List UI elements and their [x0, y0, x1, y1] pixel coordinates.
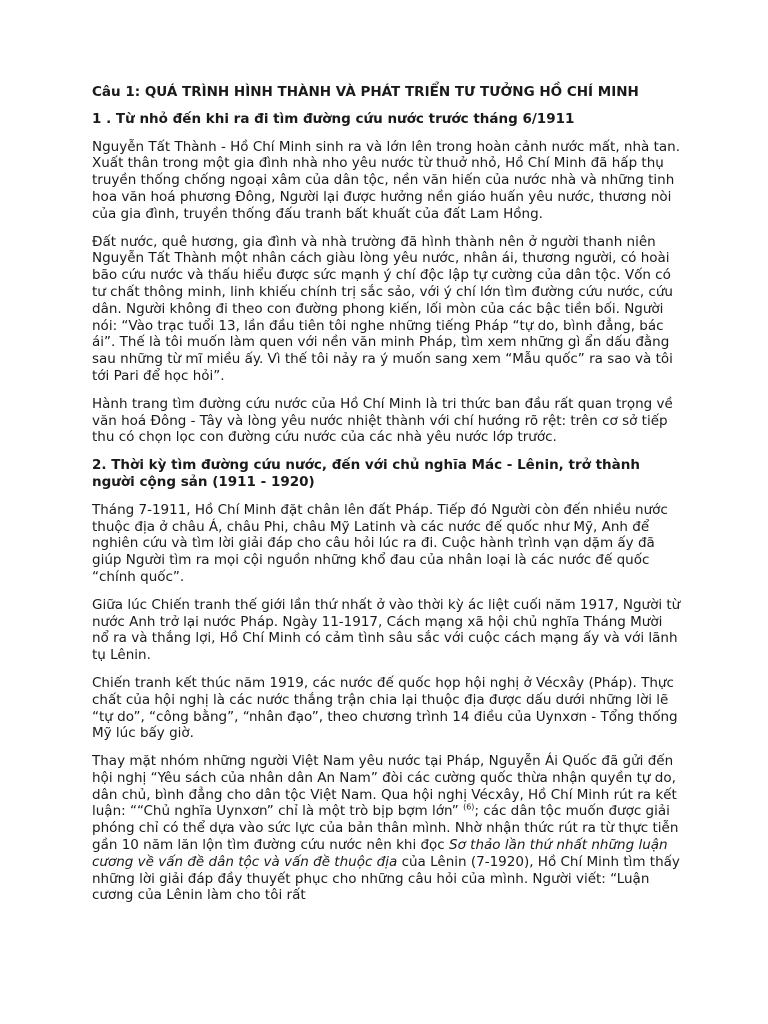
paragraph-text: Thay mặt nhóm những người Việt Nam yêu nước tại Pháp, Nguyễn Ái Quốc đã gửi đến hội nghị “Yêu sách của nhân dân An Nam” đòi các cường quốc thừa nhận quyền tự do, dân chủ, bình đẳng cho dân tộc Việt Nam. Qua hội nghị Vécxây, Hồ Chí Minh rút ra kết luận: ““Chủ nghĩa Uynxơn” chỉ là một trò bịp bợm lớn” [92, 753, 677, 820]
document-title-italic: Sơ thảo lần thứ nhất những luận cương về vấn đề dân tộc và vấn đề thuộc địa [92, 837, 668, 870]
document-title: Câu 1: QUÁ TRÌNH HÌNH THÀNH VÀ PHÁT TRIỂN TƯ TƯỞNG HỒ CHÍ MINH [92, 84, 639, 100]
section-1-paragraph-2: Đất nước, quê hương, gia đình và nhà trường đã hình thành nên ở người thanh niên Nguyễn Tất Thành một nhân cách giàu lòng yêu nước, nhân ái, thương người, có hoài bão cứu nước và thấu hiểu được sức mạnh ý chí độc lập tự cường của dân tộc. Vốn có tư chất thông minh, linh khiếu chính trị sắc sảo, với ý chí lớn tìm đường cứu nước, cứu dân. Người không đi theo con đường phong kiến, lối mòn của các bậc tiền bối. Người nói: “Vào trạc tuổi 13, lần đầu tiên tôi nghe những tiếng Pháp “tự do, bình đẳng, bác ái”. Thế là tôi muốn làm quen với nền văn minh Pháp, tìm xem những gì ẩn dấu đằng sau những từ mĩ miều ấy. Vì thế tôi nảy ra ý muốn sang xem “Mẫu quốc” ra sao và tôi tới Pari để học hỏi”. [92, 233, 673, 384]
footnote-reference: (6) [463, 802, 475, 812]
section-1-paragraph-3: Hành trang tìm đường cứu nước của Hồ Chí Minh là tri thức ban đầu rất quan trọng về văn hoá Đông - Tây và lòng yêu nước nhiệt thành với chí hướng rõ rệt: trên cơ sở tiếp thu có chọn lọc con đường cứu nước của các nhà yêu nước lớp trước. [92, 395, 673, 446]
section-2-paragraph-1: Tháng 7-1911, Hồ Chí Minh đặt chân lên đất Pháp. Tiếp đó Người còn đến nhiều nước thuộc địa ở châu Á, châu Phi, châu Mỹ Latinh và các nước đế quốc như Mỹ, Anh để nghiên cứu và tìm lời giải đáp cho câu hỏi lúc ra đi. Cuộc hành trình vạn dặm ấy đã giúp Người tìm ra mọi cội nguồn những khổ đau của nhân loại là các nước đế quốc “chính quốc”. [92, 501, 668, 585]
paragraph-text: ; các dân tộc muốn được giải phóng chỉ có thể dựa vào sức lực của bản thân mình. Nhờ nhận thức rút ra từ thực tiễn gần 10 năm lăn lộn tìm đường cứu nước nên khi đọc [92, 803, 679, 854]
section-1-heading: 1 . Từ nhỏ đến khi ra đi tìm đường cứu nước trước tháng 6/1911 [92, 110, 575, 127]
document-page [92, 84, 682, 915]
section-2-paragraph-2: Giữa lúc Chiến tranh thế giới lần thứ nhất ở vào thời kỳ ác liệt cuối năm 1917, Người từ nước Anh trở lại nước Pháp. Ngày 11-1917, Cách mạng xã hội chủ nghĩa Tháng Mười nổ ra và thắng lợi, Hồ Chí Minh có cảm tình sâu sắc với cuộc cách mạng ấy và với lãnh tụ Lênin. [92, 596, 681, 664]
section-1-paragraph-1: Nguyễn Tất Thành - Hồ Chí Minh sinh ra và lớn lên trong hoàn cảnh nước mất, nhà tan. Xuất thân trong một gia đình nhà nho yêu nước từ thuở nhỏ, Hồ Chí Minh đã hấp thụ truyền thống chống ngoại xâm của dân tộc, nền văn hiến của nước nhà và những tinh hoa văn hoá phương Đông, Người lại được hưởng nền giáo huấn yêu nước, thương nòi của gia đình, truyền thống đấu tranh bất khuất của đất Lam Hồng. [92, 138, 680, 222]
paragraph-text: của Lênin (7-1920), Hồ Chí Minh tìm thấy những lời giải đáp đầy thuyết phục cho những câu hỏi của mình. Người viết: “Luận cương của Lênin làm cho tôi rất [92, 853, 680, 904]
section-2-heading: 2. Thời kỳ tìm đường cứu nước, đến với chủ nghĩa Mác - Lênin, trở thành người cộng sản (1911 - 1920) [92, 457, 640, 490]
section-2-paragraph-3: Chiến tranh kết thúc năm 1919, các nước đế quốc họp hội nghị ở Vécxây (Pháp). Thực chất của hội nghị là các nước thắng trận chia lại thuộc địa được dấu dưới những lời lẽ “tự do”, “công bằng”, “nhân đạo”, theo chương trình 14 điều của Uynxơn - Tổng thống Mỹ lúc bấy giờ. [92, 674, 678, 742]
section-2-paragraph-4 [92, 753, 682, 904]
